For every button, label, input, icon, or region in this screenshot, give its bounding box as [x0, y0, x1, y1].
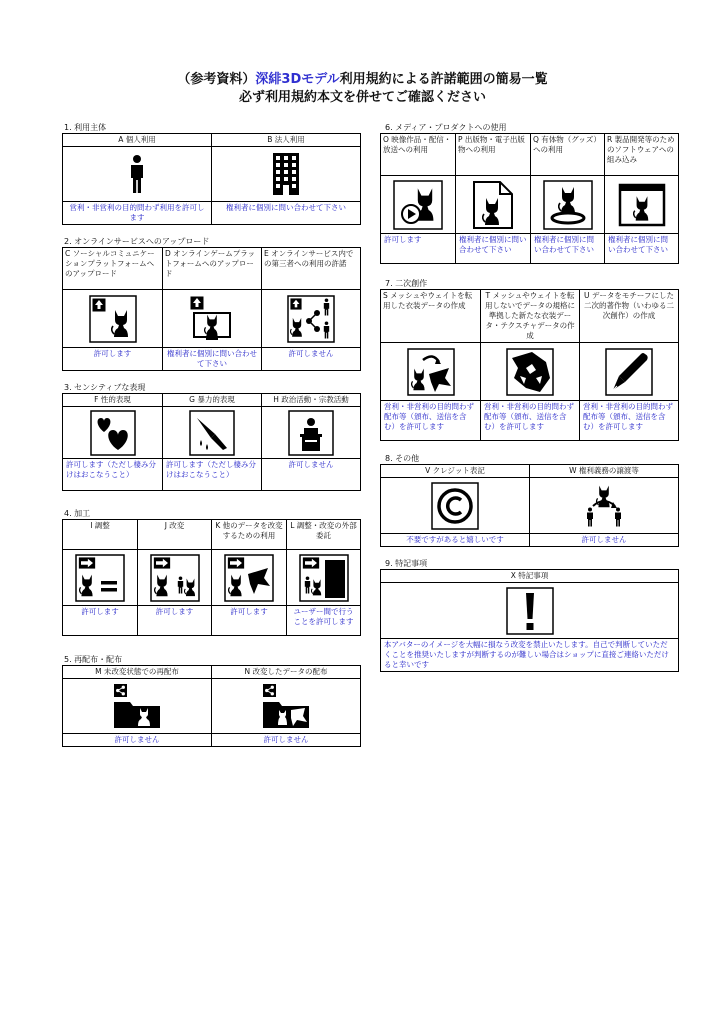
- col-d-answer: 権利者に個別に問い合わせて下さい: [163, 348, 262, 371]
- col-c-header: C ソーシャルコミュニケーションプラットフォームへのアップロード: [63, 248, 163, 290]
- hearts-icon: [90, 410, 136, 456]
- adjust-icon: [75, 554, 125, 602]
- col-b-header: B 法人利用: [212, 134, 361, 147]
- col-u-header: U データをモチーフにした二次的著作物（いわゆる二次創作）の作成: [580, 290, 679, 343]
- knife-icon: [189, 410, 235, 456]
- software-icon: [617, 180, 667, 230]
- col-s-header: S メッシュやウェイトを転用した衣装データの作成: [381, 290, 481, 343]
- title-model-name: 深緋3Dモデル: [255, 72, 340, 87]
- section-9-table: [380, 569, 679, 672]
- col-r-header: R 製品開発等のためのソフトウェアへの組み込み: [605, 134, 679, 176]
- redistribute-icon: [112, 682, 162, 730]
- figure-goods-icon: [543, 180, 593, 230]
- col-f-answer: 許可します（ただし棲み分けはおこなうこと）: [63, 459, 163, 491]
- col-j-answer: 許可します: [138, 606, 212, 636]
- section-5-label: 5. 再配布・配布: [64, 655, 123, 664]
- col-o-answer: 許可します: [381, 234, 456, 264]
- section-2-table: [62, 247, 361, 371]
- section-4-label: 4. 加工: [64, 509, 91, 518]
- col-w-answer: 許可しません: [530, 534, 679, 547]
- col-h-answer: 許可しません: [262, 459, 361, 491]
- col-k-answer: 許可します: [212, 606, 287, 636]
- distribute-modified-icon: [261, 682, 311, 730]
- transfer-icon: [579, 482, 629, 530]
- document-subtitle: 必ず利用規約本文を併せてご確認ください: [238, 90, 486, 105]
- merge-icon: [224, 554, 274, 602]
- col-s-answer: 営利・非営利の目的問わず配布等（頒布、送信を含む）を許可します: [381, 401, 481, 441]
- col-x-answer: 本アバターのイメージを大幅に損なう改変を禁止いたします。自己で判断していただくことを推奨いたしますが判断するのが難しい場合はショップに直接ご連絡いただけると幸いです: [381, 639, 679, 672]
- section-8-table: [380, 464, 679, 547]
- col-i-answer: 許可します: [63, 606, 138, 636]
- section-7-table: [380, 289, 679, 441]
- col-d-header: D オンラインゲームプラットフォームへのアップロード: [163, 248, 262, 290]
- section-8-label: 8. その他: [385, 454, 420, 463]
- col-c-answer: 許可します: [63, 348, 163, 371]
- section-3-table: [62, 393, 361, 491]
- col-e-answer: 許可しません: [262, 348, 361, 371]
- upload-avatar-icon: [89, 295, 137, 343]
- outsource-icon: [299, 554, 349, 602]
- section-3-label: 3. センシティブな表現: [64, 383, 146, 392]
- publication-icon: [468, 180, 518, 230]
- person-icon: [127, 154, 147, 194]
- share-avatar-icon: [287, 295, 335, 343]
- col-l-header: L 調整・改変の外部委託: [287, 520, 361, 550]
- col-a-header: A 個人利用: [63, 134, 212, 147]
- col-b-answer: 権利者に個別に問い合わせて下さい: [212, 202, 361, 225]
- section-9-label: 9. 特記事項: [385, 559, 428, 568]
- col-v-answer: 不要ですがあると嬉しいです: [381, 534, 530, 547]
- col-q-answer: 権利者に個別に問い合わせて下さい: [531, 234, 605, 264]
- pen-icon: [605, 348, 653, 396]
- title-prefix: （参考資料）: [177, 72, 256, 87]
- title-suffix: 利用規約による許諾範囲の簡易一覧: [339, 72, 548, 87]
- col-i-header: I 調整: [63, 520, 138, 550]
- section-6-label: 6. メディア・プロダクトへの使用: [385, 123, 507, 132]
- video-icon: [393, 180, 443, 230]
- upload-monitor-icon: [188, 295, 236, 343]
- podium-icon: [288, 410, 334, 456]
- exclamation-icon: [506, 587, 554, 635]
- col-u-answer: 営利・非営利の目的問わず配布等（頒布、送信を含む）を許可します: [580, 401, 679, 441]
- col-m-answer: 許可しません: [63, 734, 212, 747]
- col-t-header: T メッシュやウェイトを転用しないでデータの規格に準拠した新たな衣装データ・テクスチャデータの作成: [481, 290, 580, 343]
- col-w-header: W 権利義務の譲渡等: [530, 465, 679, 478]
- col-a-answer: 営利・非営利の目的問わず利用を許可します: [63, 202, 212, 225]
- section-4-table: [62, 519, 361, 636]
- document-title: [0, 68, 725, 87]
- section-1-label: 1. 利用主体: [64, 123, 107, 132]
- col-q-header: Q 有体物（グッズ）への利用: [531, 134, 605, 176]
- col-x-header: X 特記事項: [381, 570, 679, 583]
- col-o-header: O 映像作品・配信・放送への利用: [381, 134, 456, 176]
- copyright-icon: [431, 482, 479, 530]
- mesh-reuse-icon: [407, 348, 455, 396]
- col-j-header: J 改変: [138, 520, 212, 550]
- col-n-header: N 改変したデータの配布: [212, 666, 361, 679]
- section-2-label: 2. オンラインサービスへのアップロード: [64, 237, 210, 246]
- col-p-header: P 出版物・電子出版物への利用: [456, 134, 531, 176]
- section-7-label: 7. 二次創作: [385, 279, 428, 288]
- col-m-header: M 未改変状態での再配布: [63, 666, 212, 679]
- col-l-answer: ユーザー間で行うことを許可します: [287, 606, 361, 636]
- col-k-header: K 他のデータを改変するための利用: [212, 520, 287, 550]
- col-p-answer: 権利者に個別に問い合わせて下さい: [456, 234, 531, 264]
- col-g-answer: 許可します（ただし棲み分けはおこなうこと）: [163, 459, 262, 491]
- col-f-header: F 性的表現: [63, 394, 163, 407]
- col-g-header: G 暴力的表現: [163, 394, 262, 407]
- new-costume-icon: [506, 348, 554, 396]
- section-6-table: [380, 133, 679, 264]
- col-t-answer: 営利・非営利の目的問わず配布等（頒布、送信を含む）を許可します: [481, 401, 580, 441]
- section-1-table: [62, 133, 361, 225]
- col-v-header: V クレジット表記: [381, 465, 530, 478]
- col-h-header: H 政治活動・宗教活動: [262, 394, 361, 407]
- modify-icon: [150, 554, 200, 602]
- col-e-header: E オンラインサービス内での第三者への利用の許諾: [262, 248, 361, 290]
- col-r-answer: 権利者に個別に問い合わせて下さい: [605, 234, 679, 264]
- col-n-answer: 許可しません: [212, 734, 361, 747]
- building-icon: [272, 152, 300, 196]
- section-5-table: [62, 665, 361, 747]
